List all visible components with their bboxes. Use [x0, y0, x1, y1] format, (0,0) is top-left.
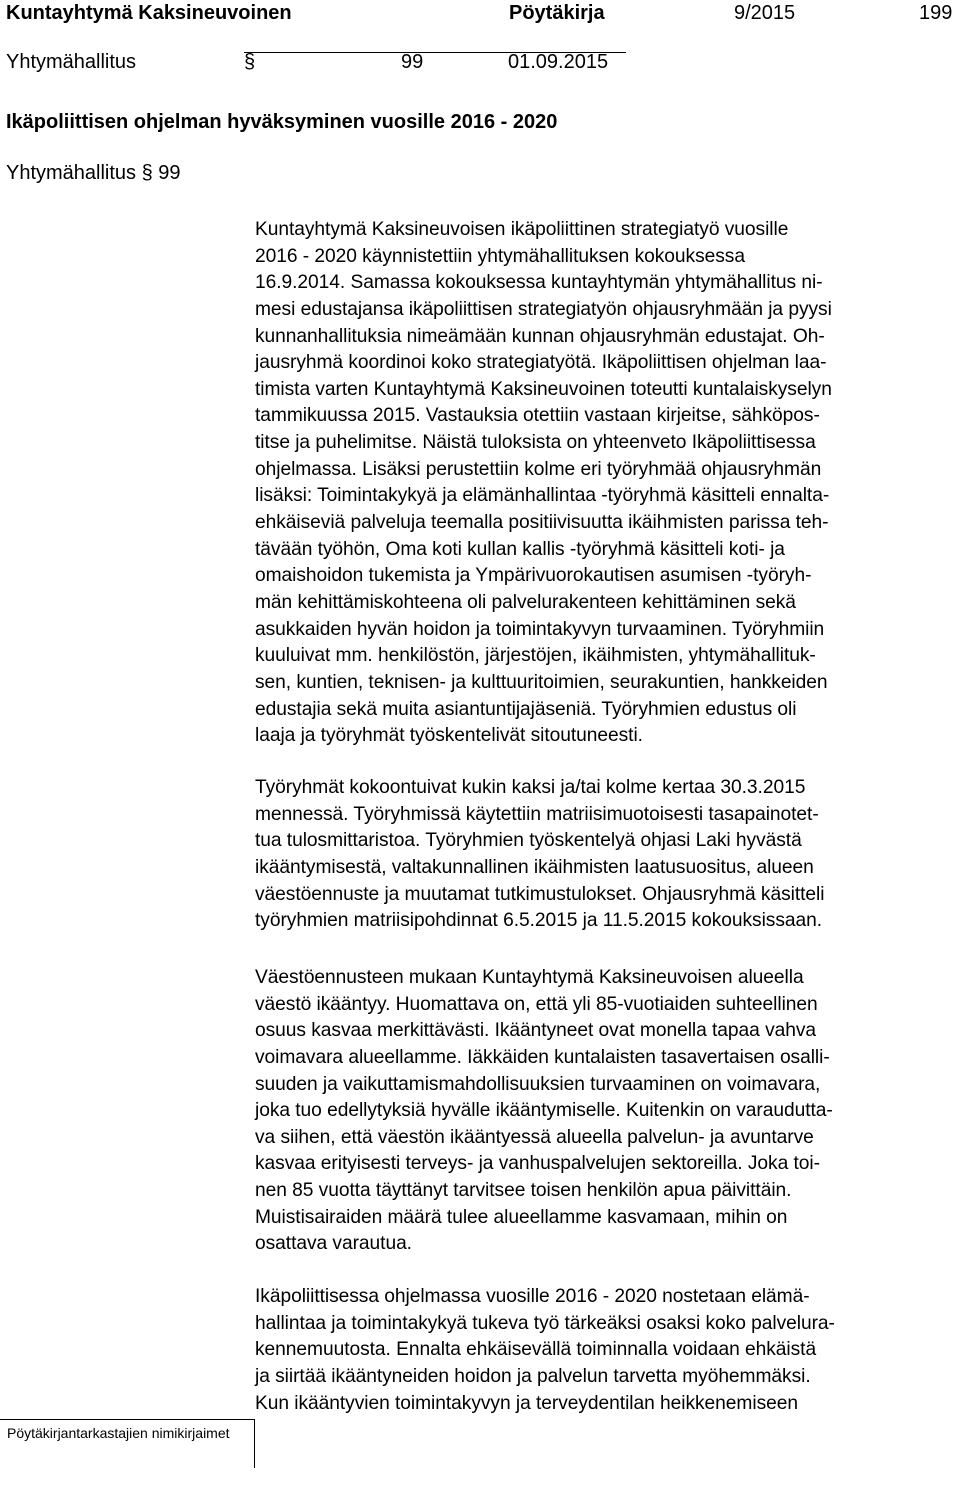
paragraph-line: Ikäpoliittisessa ohjelmassa vuosille 2016 - 2020 nostetaan elämä-	[255, 1286, 810, 1307]
document-type: Pöytäkirja	[509, 2, 605, 24]
paragraph-line: 2016 - 2020 käynnistettiin yhtymähallituksen kokouksessa	[255, 245, 745, 267]
page-number: 199	[919, 2, 953, 24]
signature-label: Pöytäkirjantarkastajien nimikirjaimet	[7, 1425, 230, 1441]
paragraph-line: ehkäiseviä palveluja teemalla positiivisuutta ikäihmisten parissa teh-	[255, 512, 829, 534]
paragraph-line: joka tuo edellytyksiä hyvälle ikääntymiselle. Kuitenkin on varaudutta-	[255, 1100, 833, 1122]
paragraph-line: 16.9.2014. Samassa kokouksessa kuntayhtymän yhtymähallitus ni-	[255, 272, 823, 294]
paragraph-line: nen 85 vuotta täyttänyt tarvitsee toisen henkilön apua päivittäin.	[255, 1180, 792, 1202]
paragraph-line: kuuluivat mm. henkilöstön, järjestöjen, ikäihmisten, yhtymähallituk-	[255, 645, 816, 667]
paragraph-line: tua tulosmittaristoa. Työryhmien työskentelyä ohjasi Laki hyvästä	[255, 830, 802, 852]
paragraph	[255, 217, 955, 750]
paragraph-line: mesi edustajansa ikäpoliittisen strategiatyön ohjausryhmään ja pyysi	[255, 298, 832, 320]
organization-name: Kuntayhtymä Kaksineuvoinen	[6, 2, 292, 24]
paragraph-line: omaishoidon tukemista ja Ympärivuorokautisen asumisen -työryh-	[255, 565, 812, 587]
paragraph-line: tävään työhön, Oma koti kullan kallis -työryhmä käsitteli koti- ja	[255, 538, 785, 560]
paragraph-line: tammikuussa 2015. Vastauksia otettiin vastaan kirjeitse, sähköpos-	[255, 405, 820, 427]
meeting-body: Yhtymähallitus	[6, 51, 137, 73]
paragraph-line: sen, kuntien, teknisen- ja kulttuuritoimien, seurakuntien, hankkeiden	[255, 671, 828, 693]
paragraph-line: mennessä. Työryhmissä käytettiin matriisimuotoisesti tasapainotet-	[255, 803, 819, 825]
document-number: 9/2015	[734, 2, 796, 24]
section-number: 99	[401, 51, 424, 73]
paragraph-line: jausryhmä koordinoi koko strategiatyötä. Ikäpoliittisen ohjelman laa-	[255, 352, 827, 374]
paragraph-line: titse ja puhelimitse. Näistä tuloksista on yhteenveto Ikäpoliittisessa	[255, 432, 816, 454]
paragraph-line: Väestöennusteen mukaan Kuntayhtymä Kaksineuvoisen alueella	[255, 967, 804, 988]
paragraph-line: ja siirtää ikääntyneiden hoidon ja palvelun tarvetta myöhemmäksi.	[255, 1365, 811, 1387]
paragraph	[255, 1284, 955, 1417]
paragraph-line: edustajia sekä muita asiantuntijajäseniä. Työryhmien edustus oli	[255, 698, 797, 720]
paragraph-line: ikääntymisestä, valtakunnallinen ikäihmisten laatusuositus, alueen	[255, 856, 814, 878]
paragraph-line: Työryhmät kokoontuivat kukin kaksi ja/tai kolme kertaa 30.3.2015	[255, 777, 806, 798]
paragraph-line: timista varten Kuntayhtymä Kaksineuvoinen toteutti kuntalaiskyselyn	[255, 378, 832, 400]
section-sign: §	[244, 51, 256, 73]
signature-box	[0, 1419, 255, 1468]
paragraph-line: työryhmien matriisipohdinnat 6.5.2015 ja 11.5.2015 kokouksissaan.	[255, 910, 823, 932]
meeting-date: 01.09.2015	[508, 51, 609, 73]
paragraph	[255, 965, 955, 1258]
paragraph-line: kunnanhallituksia nimeämään kunnan ohjausryhmän edustajat. Oh-	[255, 325, 825, 347]
paragraph-line: osattava varautua.	[255, 1233, 412, 1255]
paragraph-line: asukkaiden hyvän hoidon ja toimintakyvyn turvaaminen. Työryhmiin	[255, 618, 825, 640]
paragraph-line: män kehittämiskohteena oli palvelurakenteen kehittäminen sekä	[255, 591, 796, 613]
paragraph-line: ohjelmassa. Lisäksi perustettiin kolme eri työryhmää ohjausryhmän	[255, 458, 822, 480]
paragraph-line: voimavara alueellamme. Iäkkäiden kuntalaisten tasavertaisen osalli-	[255, 1046, 830, 1068]
paragraph-line: väestöennuste ja muutamat tutkimustulokset. Ohjausryhmä käsitteli	[255, 883, 825, 905]
paragraph-line: osuus kasvaa merkittävästi. Ikääntyneet ovat monella tapaa vahva	[255, 1020, 817, 1042]
paragraph-line: Kuntayhtymä Kaksineuvoisen ikäpoliittinen strategiatyö vuosille	[255, 219, 789, 240]
paragraph-line: lisäksi: Toimintakykyä ja elämänhallintaa -työryhmä käsitteli ennalta-	[255, 485, 830, 507]
paragraph-line: kennemuutosta. Ennalta ehkäisevällä toiminnalla voidaan ehkäistä	[255, 1339, 817, 1361]
page-title: Ikäpoliittisen ohjelman hyväksyminen vuosille 2016 - 2020	[6, 111, 558, 133]
paragraph-line: suuden ja vaikuttamismahdollisuuksien turvaaminen on voimavara,	[255, 1073, 821, 1095]
paragraph-line: väestö ikääntyy. Huomattava on, että yli 85-vuotiaiden suhteellinen	[255, 993, 818, 1015]
paragraph-line: kasvaa erityisesti terveys- ja vanhuspalvelujen sektoreilla. Joka toi-	[255, 1153, 820, 1175]
subsection-heading: Yhtymähallitus § 99	[6, 162, 181, 184]
section-underline-box	[244, 50, 626, 73]
paragraph-line: Kun ikääntyvien toimintakyvyn ja terveydentilan heikkenemiseen	[255, 1392, 798, 1414]
paragraph-line: laaja ja työryhmät työskentelivät sitoutuneesti.	[255, 725, 643, 747]
paragraph-line: Muistisairaiden määrä tulee alueellamme kasvamaan, mihin on	[255, 1206, 788, 1228]
paragraph-line: va siihen, että väestön ikääntyessä alueella palvelun- ja avuntarve	[255, 1126, 814, 1148]
paragraph-line: hallintaa ja toimintakykyä tukeva työ tärkeäksi osaksi koko palvelura-	[255, 1312, 835, 1334]
paragraph	[255, 775, 955, 935]
